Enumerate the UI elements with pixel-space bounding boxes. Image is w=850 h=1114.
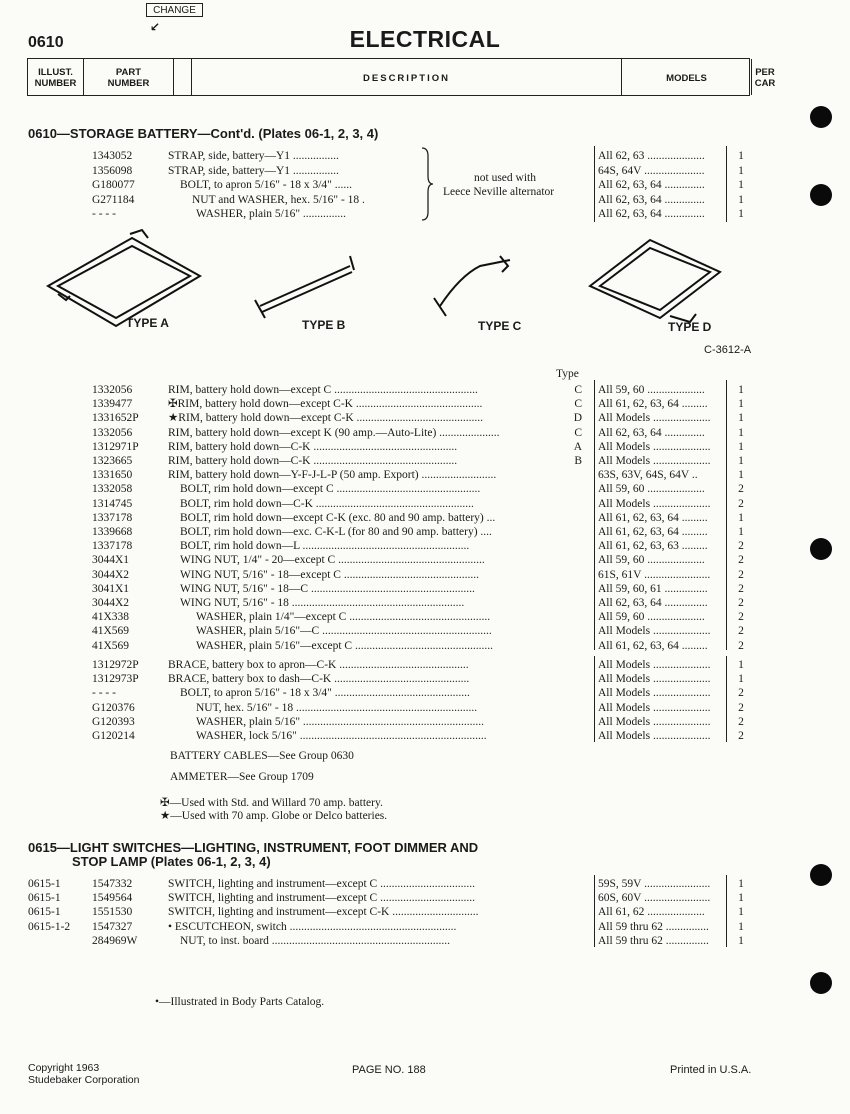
description: RIM, battery hold down—Y-F-J-L-P (50 amp. Export) ..........................	[168, 469, 497, 482]
models: All 61, 62 ....................	[598, 906, 705, 919]
description: BOLT, rim hold down—exc. C-K-L (for 80 and 90 amp. battery) ....	[180, 526, 492, 538]
description: STRAP, side, battery—Y1 ................	[168, 150, 339, 162]
type-code: D	[573, 412, 582, 425]
models: 61S, 61V .......................	[598, 568, 711, 581]
table-row	[0, 539, 850, 553]
models: All Models ....................	[598, 440, 711, 453]
per-car: 2	[738, 611, 744, 624]
column-header	[27, 58, 776, 96]
table-row	[0, 701, 850, 715]
table-row	[0, 729, 850, 743]
description: WASHER, plain 5/16"—except C ................................................	[196, 639, 493, 652]
part-number: 1332056	[92, 426, 133, 439]
per-car: 2	[738, 730, 744, 742]
description: WING NUT, 5/16" - 18—except C ...............................................	[180, 568, 479, 581]
part-number: 41X569	[92, 639, 130, 652]
type-a-rim-drawing	[48, 230, 200, 326]
per-car: 1	[738, 892, 744, 905]
table-row	[0, 877, 850, 891]
models: All 61, 62, 63, 63 .........	[598, 540, 708, 553]
footnote-std-willard: ✠—Used with Std. and Willard 70 amp. battery.	[160, 797, 383, 809]
models: All 59 thru 62 ...............	[598, 934, 709, 947]
models: All 59, 60 ....................	[598, 483, 705, 496]
per-car: 1	[738, 384, 744, 396]
per-car: 1	[738, 526, 744, 538]
description: BOLT, to apron 5/16" - 18 x 3/4" ...............................................	[180, 687, 470, 700]
per-car: 2	[738, 568, 744, 581]
part-number: G120376	[92, 701, 135, 714]
type-code: C	[574, 426, 582, 439]
table-row	[0, 468, 850, 482]
type-c-rim-drawing	[434, 256, 510, 316]
per-car: 1	[738, 426, 744, 439]
table-row	[0, 411, 850, 425]
per-car: 1	[738, 920, 744, 933]
footnote-body-parts: •—Illustrated in Body Parts Catalog.	[155, 996, 325, 1008]
models: All 62, 63 ....................	[598, 150, 705, 162]
table-row	[0, 525, 850, 539]
models: All 62, 63, 64 ..............	[598, 426, 705, 439]
part-number: 1332056	[92, 384, 133, 396]
models: All 62, 63, 64 ...............	[598, 597, 708, 609]
models: All 59, 60 ....................	[598, 554, 705, 567]
change-arrow-icon: ↙	[150, 20, 161, 34]
models: All 59, 60 ....................	[598, 611, 705, 624]
table-row	[0, 658, 850, 672]
description: ★RIM, battery hold down—except C-K ............................................	[168, 412, 484, 425]
footer-page-number: PAGE NO. 188	[352, 1064, 426, 1076]
part-number: 1551530	[92, 906, 133, 919]
header-description: DESCRIPTION	[192, 59, 622, 95]
type-code: B	[574, 455, 582, 467]
part-number: 1547332	[92, 878, 133, 890]
table-row	[0, 686, 850, 700]
description: NUT, hex. 5/16" - 18 ...............................................................	[196, 701, 478, 714]
type-code: A	[573, 440, 582, 453]
per-car: 2	[738, 639, 744, 652]
per-car: 1	[738, 179, 744, 191]
part-number: 1331652P	[92, 412, 139, 425]
part-number: 3041X1	[92, 582, 130, 595]
description: WASHER, lock 5/16" .................................................................	[196, 730, 487, 742]
per-car: 1	[738, 511, 744, 524]
section-title-light-switches: 0615—LIGHT SWITCHES—LIGHTING, INSTRUMENT, FOOT DIMMER AND	[28, 840, 479, 855]
per-car: 2	[738, 483, 744, 496]
part-number: 41X569	[92, 625, 130, 638]
table-row	[0, 582, 850, 596]
description: WASHER, plain 1/4"—except C .................................................	[196, 611, 491, 624]
ref-ammeter: AMMETER—See Group 1709	[170, 771, 314, 783]
table-row	[0, 639, 850, 653]
header-models: MODELS	[622, 59, 752, 95]
illust-number: 0615-1	[28, 906, 61, 919]
per-car: 1	[738, 164, 744, 177]
models: All Models ....................	[598, 730, 711, 742]
part-number: 3044X1	[92, 554, 130, 567]
table-row	[0, 568, 850, 582]
page-number: 0610	[28, 34, 64, 51]
group-note-line1: not used with	[474, 172, 536, 184]
models: All 59, 60 ....................	[598, 384, 705, 396]
description: WING NUT, 5/16" - 18—C .........................................................	[180, 582, 475, 595]
part-number: 1356098	[92, 164, 133, 177]
description: BOLT, to apron 5/16" - 18 x 3/4" ......	[180, 179, 352, 191]
description: WASHER, plain 5/16" ...............	[196, 208, 347, 220]
models: All Models ....................	[598, 659, 711, 671]
per-car: 2	[738, 582, 744, 595]
part-number: G120214	[92, 730, 135, 742]
description: RIM, battery hold down—except C ..................................................	[168, 384, 478, 396]
models: 60S, 60V .......................	[598, 892, 711, 905]
change-label-box: CHANGE	[146, 3, 203, 17]
per-car: 1	[738, 208, 744, 220]
table-row	[0, 920, 850, 934]
description: NUT and WASHER, hex. 5/16" - 18 .	[192, 193, 365, 206]
models: 63S, 63V, 64S, 64V ..	[598, 469, 698, 482]
per-car: 2	[738, 625, 744, 638]
header-illust-number: ILLUST. NUMBER	[28, 59, 84, 95]
type-c-label: TYPE C	[478, 319, 522, 333]
part-number: 1312973P	[92, 673, 139, 686]
models: All Models ....................	[598, 715, 711, 728]
part-number: 1549564	[92, 892, 133, 905]
per-car: 1	[738, 878, 744, 890]
ref-battery-cables: BATTERY CABLES—See Group 0630	[170, 750, 354, 762]
part-number: 41X338	[92, 611, 130, 624]
models: All Models ....................	[598, 687, 711, 700]
section-title-storage-battery: 0610—STORAGE BATTERY—Cont'd. (Plates 06-1, 2, 3, 4)	[28, 126, 379, 141]
part-number: 1339477	[92, 398, 133, 411]
models: 59S, 59V .......................	[598, 878, 711, 890]
section-title-light-switches-cont: STOP LAMP (Plates 06-1, 2, 3, 4)	[72, 854, 271, 869]
group-note-line2: Leece Neville alternator	[443, 186, 555, 198]
part-number: G180077	[92, 179, 135, 191]
models: All 61, 62, 63, 64 .........	[598, 639, 708, 652]
part-number: 1337178	[92, 540, 133, 553]
footer-printed: Printed in U.S.A.	[670, 1064, 752, 1076]
part-number: 1331650	[92, 469, 133, 482]
table-row	[0, 511, 850, 525]
per-car: 1	[738, 934, 744, 947]
models: All 61, 62, 63, 64 .........	[598, 526, 708, 538]
figure-reference: C-3612-A	[704, 344, 752, 356]
description: NUT, to inst. board ..............................................................	[180, 934, 451, 947]
binder-hole-icon	[810, 972, 832, 994]
page-title: ELECTRICAL	[349, 26, 501, 52]
part-number: - - - -	[92, 208, 116, 220]
per-car: 2	[738, 597, 744, 609]
part-number: G271184	[92, 193, 135, 206]
table-row	[0, 440, 850, 454]
description: WING NUT, 1/4" - 20—except C ...................................................	[180, 554, 485, 567]
illust-number: 0615-1-2	[28, 920, 71, 933]
models: All 62, 63, 64 ..............	[598, 179, 705, 191]
part-number: 3044X2	[92, 568, 130, 581]
models: All Models ....................	[598, 701, 711, 714]
per-car: 2	[738, 687, 744, 700]
part-number: G120393	[92, 715, 135, 728]
description: WASHER, plain 5/16"—C ...........................................................	[196, 625, 492, 638]
table-row	[0, 715, 850, 729]
table-row	[0, 397, 850, 411]
footer-copyright: Copyright 1963 Studebaker Corporation	[28, 1062, 140, 1086]
part-number: 1547327	[92, 920, 133, 933]
illust-number: 0615-1	[28, 878, 61, 890]
description: BOLT, rim hold down—except C ..................................................	[180, 483, 481, 496]
per-car: 2	[738, 554, 744, 567]
per-car: 1	[738, 906, 744, 919]
table-row	[0, 553, 850, 567]
models: All 59, 60, 61 ...............	[598, 582, 708, 595]
per-car: 1	[738, 412, 744, 425]
per-car: 2	[738, 540, 744, 553]
table-row	[0, 891, 850, 905]
description: BRACE, battery box to apron—C-K .............................................	[168, 659, 469, 671]
description: BOLT, rim hold down—C-K .......................................................	[180, 497, 474, 510]
per-car: 2	[738, 715, 744, 728]
header-part-number: PART NUMBER	[84, 59, 174, 95]
binder-hole-icon	[810, 106, 832, 128]
part-number: - - - -	[92, 687, 116, 700]
part-number: 1343052	[92, 150, 133, 162]
description: • ESCUTCHEON, switch ..........................................................	[168, 920, 457, 933]
description: WING NUT, 5/16" - 18 ............................................................	[180, 597, 465, 609]
bracket-brace	[420, 146, 434, 222]
description: ✠RIM, battery hold down—except C-K ............................................	[168, 398, 483, 411]
description: RIM, battery hold down—C-K ..................................................	[168, 440, 458, 453]
description: BRACE, battery box to dash—C-K ...............................................	[168, 673, 470, 686]
description: BOLT, rim hold down—L ..........................................................	[180, 540, 470, 553]
header-per-car: PER CAR	[754, 67, 776, 89]
part-number: 3044X2	[92, 597, 130, 609]
part-number: 284969W	[92, 934, 138, 947]
part-number: 1312972P	[92, 659, 139, 671]
type-a-label: TYPE A	[126, 316, 169, 330]
table-row	[0, 454, 850, 468]
models: 64S, 64V .....................	[598, 164, 705, 177]
per-car: 1	[738, 659, 744, 671]
per-car: 1	[738, 398, 744, 411]
type-d-rim-drawing	[590, 240, 720, 322]
table-row	[0, 383, 850, 397]
models: All Models ....................	[598, 412, 711, 425]
header-change	[174, 59, 192, 95]
description: RIM, battery hold down—except K (90 amp.—Auto-Lite) .....................	[168, 426, 500, 439]
part-number: 1312971P	[92, 440, 139, 453]
description: SWITCH, lighting and instrument—except C .................................	[168, 892, 475, 905]
description: STRAP, side, battery—Y1 ................	[168, 164, 339, 177]
models: All 59 thru 62 ...............	[598, 920, 709, 933]
models: All Models ....................	[598, 673, 711, 686]
per-car: 1	[738, 150, 744, 162]
description: BOLT, rim hold down—except C-K (exc. 80 and 90 amp. battery) ...	[180, 511, 496, 524]
footnote-globe-delco: ★—Used with 70 amp. Globe or Delco batteries.	[160, 810, 388, 822]
models: All 62, 63, 64 ..............	[598, 193, 705, 206]
description: RIM, battery hold down—C-K ..................................................	[168, 455, 458, 467]
per-car: 1	[738, 193, 744, 206]
per-car: 2	[738, 701, 744, 714]
per-car: 2	[738, 497, 744, 510]
per-car: 1	[738, 455, 744, 467]
table-row	[0, 596, 850, 610]
description: WASHER, plain 5/16" ...............................................................	[196, 715, 485, 728]
part-number: 1332058	[92, 483, 133, 496]
per-car: 1	[738, 440, 744, 453]
per-car: 1	[738, 673, 744, 686]
models: All 61, 62, 63, 64 .........	[598, 398, 708, 411]
type-code: C	[574, 384, 582, 396]
type-code: C	[574, 398, 582, 411]
part-number: 1314745	[92, 497, 133, 510]
illust-number: 0615-1	[28, 892, 61, 905]
type-b-rim-drawing	[255, 256, 354, 318]
models: All Models ....................	[598, 497, 711, 510]
models: All 62, 63, 64 ..............	[598, 208, 705, 220]
table-row	[0, 624, 850, 638]
table-row	[0, 610, 850, 624]
table-row	[0, 482, 850, 496]
part-number: 1339668	[92, 526, 133, 538]
models: All 61, 62, 63, 64 .........	[598, 511, 708, 524]
description: SWITCH, lighting and instrument—except C-K ..............................	[168, 906, 479, 919]
table-row	[0, 934, 850, 948]
per-car: 1	[738, 469, 744, 482]
models: All Models ....................	[598, 455, 711, 467]
description: SWITCH, lighting and instrument—except C .................................	[168, 878, 475, 890]
type-column-header: Type	[556, 368, 579, 380]
table-row	[0, 497, 850, 511]
part-number: 1337178	[92, 511, 133, 524]
part-number: 1323665	[92, 455, 133, 467]
table-row	[0, 905, 850, 919]
type-d-label: TYPE D	[668, 320, 712, 334]
type-b-label: TYPE B	[302, 318, 346, 332]
models: All Models ....................	[598, 625, 711, 638]
table-row	[0, 426, 850, 440]
table-row	[0, 672, 850, 686]
